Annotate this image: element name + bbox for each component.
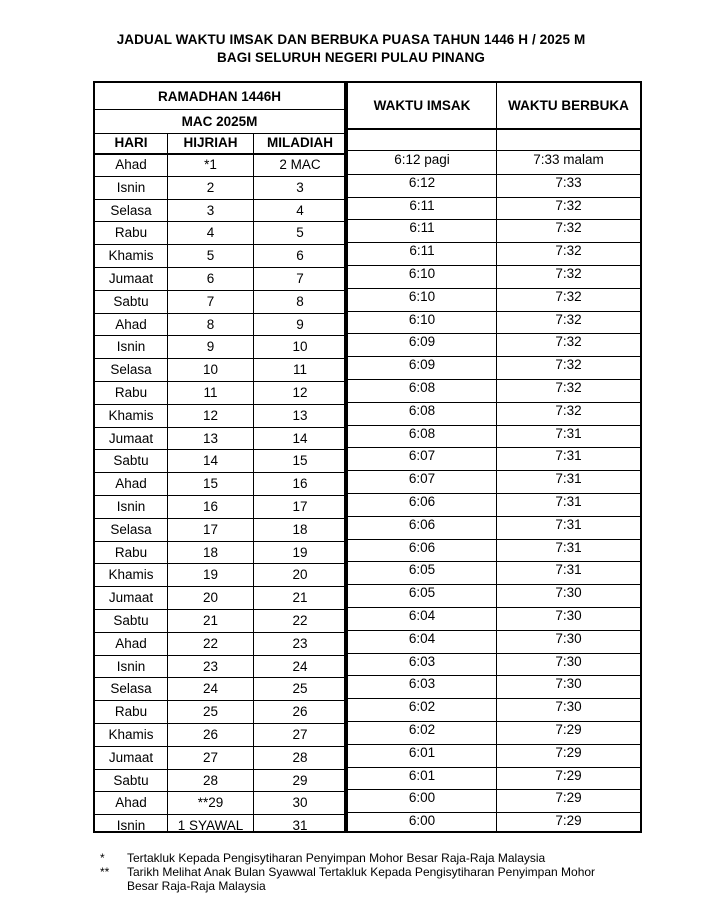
cell-imsak: 6:01 [408,767,436,783]
cell-miladiah: 6 [296,248,304,264]
cell-hijriah: 27 [202,749,219,765]
cell-hari: Selasa [110,521,152,537]
cell-hijriah: 2 [206,179,215,195]
table-row [95,586,344,610]
cell-hari: Rabu [114,225,148,241]
table-row [348,675,640,699]
header-hari: HARI [114,135,148,150]
cell-berbuka: 7:29 [555,790,582,806]
table-row [95,267,344,291]
table-row [348,242,640,266]
cell-berbuka: 7:31 [555,562,582,578]
cell-hijriah: 8 [206,316,215,332]
table-row [348,561,640,585]
table-row [348,333,640,357]
cell-miladiah: 24 [292,658,308,674]
cell-berbuka: 7:31 [555,539,582,555]
cell-berbuka: 7:32 [555,243,582,259]
cell-imsak: 6:03 [408,653,436,669]
cell-imsak: 6:11 [409,220,435,236]
cell-hijriah: 20 [202,590,219,606]
header-imsak: WAKTU IMSAK [348,83,496,130]
cell-hari: Ahad [115,635,147,651]
cell-hijriah: 16 [202,499,219,514]
cell-imsak: 6:12 pagi [394,152,450,167]
cell-hijriah: 26 [202,727,219,742]
cell-miladiah: 21 [292,590,308,606]
cell-hijriah: 14 [202,453,219,469]
footnote [100,865,627,893]
cell-berbuka: 7:31 [555,471,582,487]
cell-imsak: 6:12 [408,174,436,190]
table-row [95,176,344,200]
cell-hijriah: 13 [202,430,219,446]
cell-hari: Sabtu [113,293,149,309]
cell-berbuka: 7:33 malam [533,152,604,167]
footnote-text: Tarikh Melihat Anak Bulan Syawwal Tertakluk Kepada Pengisytiharan Penyimpan Mohor Besar Raja-Raja Malaysia [127,865,596,893]
cell-hari: Sabtu [113,453,149,469]
header-columns [95,133,344,155]
page-subtitle: BAGI SELURUH NEGERI PULAU PINANG [217,50,485,65]
cell-hari: Ahad [115,157,147,172]
cell-berbuka: 7:31 [555,516,582,532]
table-row [95,449,344,473]
cell-berbuka: 7:30 [555,699,582,715]
cell-imsak: 6:00 [408,813,436,829]
table-row [348,288,640,312]
header-berbuka: WAKTU BERBUKA [497,83,640,130]
cell-berbuka: 7:31 [555,494,582,509]
footnote-mark: ** [100,865,110,879]
cell-hari: Ahad [115,316,147,332]
cell-hijriah: 9 [206,339,215,355]
table-row [95,677,344,701]
cell-hari: Rabu [114,704,148,720]
table-row [348,630,640,654]
cell-miladiah: 17 [292,499,308,514]
cell-imsak: 6:09 [408,357,436,373]
cell-hari: Isnin [116,179,146,195]
cell-hari: Khamis [108,567,154,583]
table-row [95,563,344,587]
cell-miladiah: 11 [292,362,307,378]
time-table [346,81,642,833]
cell-miladiah: 25 [292,681,308,697]
table-row [348,607,640,631]
cell-berbuka: 7:32 [555,197,582,213]
cell-imsak: 6:00 [408,790,436,806]
cell-miladiah: 23 [292,635,308,651]
cell-imsak: 6:07 [408,448,436,464]
cell-hari: Sabtu [113,772,149,788]
cell-imsak: 6:11 [409,243,435,259]
table-row [348,470,640,494]
cell-hari: Ahad [115,476,147,492]
cell-hari: Isnin [116,499,146,514]
footnote-mark: * [100,851,105,865]
cell-hijriah: 4 [206,225,215,241]
cell-miladiah: 14 [292,430,308,446]
footnotes [100,851,627,893]
table-row [348,447,640,471]
table-row [95,769,344,793]
cell-miladiah: 16 [292,476,308,492]
table-row [95,518,344,542]
cell-miladiah: 22 [292,613,308,628]
cell-hari: Isnin [116,658,146,674]
cell-hijriah: 10 [202,362,219,378]
cell-hari: Selasa [110,362,152,378]
table-row [95,381,344,405]
cell-hijriah: **29 [197,795,224,811]
cell-hijriah: 18 [202,544,219,560]
table-row [95,358,344,382]
table-row [95,427,344,451]
header-month: MAC 2025M [95,109,344,134]
cell-berbuka: 7:29 [555,767,582,783]
table-row [95,495,344,519]
header-ramadhan: RAMADHAN 1446H [95,83,344,110]
cell-hijriah: 3 [206,202,215,218]
cell-imsak: 6:10 [408,288,436,304]
cell-hijriah: 21 [202,613,219,628]
cell-imsak: 6:01 [408,744,436,760]
table-row [348,539,640,563]
table-row [95,541,344,565]
cell-berbuka: 7:31 [555,425,582,441]
cell-hari: Khamis [108,248,154,264]
cell-hijriah: *1 [204,157,217,172]
cell-hijriah: 15 [202,476,219,492]
cell-berbuka: 7:30 [555,608,582,623]
cell-hari: Rabu [114,544,148,560]
table-row [95,199,344,223]
cell-berbuka: 7:32 [555,402,582,418]
cell-berbuka: 7:30 [555,630,582,646]
cell-miladiah: 8 [296,293,304,309]
cell-hari: Khamis [108,727,154,742]
cell-hari: Rabu [114,385,148,400]
cell-imsak: 6:10 [408,266,436,281]
table-row [348,698,640,722]
cell-imsak: 6:08 [408,425,436,441]
cell-miladiah: 2 MAC [279,157,321,172]
table-row [95,221,344,245]
table-row [348,493,640,517]
cell-berbuka: 7:29 [555,722,582,737]
table-row [95,472,344,496]
table-row [348,174,640,198]
table-row [95,153,344,177]
cell-hari: Selasa [110,202,152,218]
table-row [348,789,640,813]
cell-imsak: 6:07 [408,471,436,487]
table-row [348,379,640,403]
cell-miladiah: 10 [292,339,308,355]
table-row [348,653,640,677]
table-row [95,746,344,770]
table-row [95,404,344,428]
cell-miladiah: 13 [292,407,308,423]
cell-hari: Isnin [116,339,146,355]
cell-imsak: 6:02 [408,699,436,715]
table-row [95,244,344,268]
table-row [95,700,344,724]
cell-miladiah: 18 [292,521,308,537]
cell-berbuka: 7:30 [555,676,582,692]
cell-miladiah: 30 [292,795,308,811]
cell-miladiah: 26 [292,704,308,720]
cell-berbuka: 7:29 [555,813,582,829]
header-spacer-row [348,128,640,151]
table-row [348,812,640,835]
cell-imsak: 6:04 [408,630,436,646]
cell-berbuka: 7:32 [555,334,582,350]
cell-miladiah: 7 [296,271,304,286]
cell-berbuka: 7:32 [555,220,582,236]
cell-imsak: 6:03 [408,676,436,692]
cell-hijriah: 22 [202,635,219,651]
cell-hijriah: 28 [202,772,219,788]
cell-berbuka: 7:30 [555,653,582,669]
date-table [93,81,346,833]
table-row [95,290,344,314]
cell-berbuka: 7:30 [555,585,582,601]
cell-miladiah: 9 [296,316,304,332]
cell-imsak: 6:08 [408,380,436,395]
cell-imsak: 6:06 [408,539,436,555]
cell-berbuka: 7:32 [555,288,582,304]
table-row [95,814,344,837]
table-row [95,632,344,656]
cell-miladiah: 12 [292,385,308,400]
table-row [348,197,640,221]
cell-miladiah: 27 [292,727,308,742]
cell-berbuka: 7:32 [555,311,582,327]
page-title: JADUAL WAKTU IMSAK DAN BERBUKA PUASA TAHUN 1446 H / 2025 M [116,32,586,47]
table-row [348,767,640,791]
table-row [348,151,640,175]
cell-miladiah: 28 [292,749,308,765]
header-miladiah: MILADIAH [267,135,333,150]
cell-imsak: 6:06 [408,494,436,509]
cell-hari: Jumaat [108,430,154,446]
cell-imsak: 6:06 [408,516,436,532]
cell-berbuka: 7:31 [555,448,582,464]
table-row [348,219,640,243]
cell-hijriah: 6 [206,271,215,286]
cell-berbuka: 7:32 [555,357,582,373]
cell-miladiah: 19 [292,544,308,560]
cell-imsak: 6:02 [408,722,436,737]
cell-hari: Ahad [115,795,147,811]
cell-imsak: 6:04 [408,608,436,623]
cell-imsak: 6:09 [408,334,436,350]
table-row [348,516,640,540]
cell-hari: Jumaat [108,749,154,765]
cell-berbuka: 7:33 [555,174,582,190]
cell-imsak: 6:05 [408,585,436,601]
table-row [95,791,344,815]
table-row [348,311,640,335]
cell-imsak: 6:05 [408,562,436,578]
cell-miladiah: 29 [292,772,308,788]
table-row [95,313,344,337]
table-row [348,721,640,745]
table-row [95,655,344,679]
cell-hari: Selasa [110,681,152,697]
cell-miladiah: 4 [296,202,304,218]
cell-hari: Khamis [108,407,154,423]
table-row [95,609,344,633]
cell-hijriah: 17 [202,521,219,537]
cell-imsak: 6:08 [408,402,436,418]
cell-hari: Jumaat [108,271,154,286]
table-row [348,265,640,289]
cell-hijriah: 1 SYAWAL [177,818,244,834]
cell-berbuka: 7:32 [555,266,582,281]
cell-miladiah: 31 [292,818,308,834]
cell-berbuka: 7:32 [555,380,582,395]
table-row [348,744,640,768]
cell-hijriah: 11 [203,385,218,400]
table-row [348,584,640,608]
cell-hari: Isnin [116,818,146,834]
cell-hijriah: 19 [202,567,219,583]
cell-hijriah: 24 [202,681,219,697]
footnote [100,851,627,865]
cell-imsak: 6:10 [408,311,436,327]
cell-hari: Sabtu [113,613,149,628]
cell-imsak: 6:11 [409,197,435,213]
header-hijriah: HIJRIAH [183,135,238,150]
cell-miladiah: 5 [296,225,304,241]
cell-hijriah: 5 [206,248,215,264]
cell-hijriah: 12 [202,407,219,423]
table-row [95,335,344,359]
footnote-text: Tertakluk Kepada Pengisytiharan Penyimpan Mohor Besar Raja-Raja Malaysia [127,851,546,865]
cell-hari: Jumaat [108,590,154,606]
cell-berbuka: 7:29 [555,744,582,760]
cell-hijriah: 25 [202,704,219,720]
cell-hijriah: 7 [206,293,215,309]
cell-miladiah: 3 [296,179,304,195]
table-row [348,356,640,380]
cell-hijriah: 23 [202,658,219,674]
table-row [95,723,344,747]
cell-miladiah: 15 [292,453,308,469]
cell-miladiah: 20 [292,567,308,583]
table-row [348,402,640,426]
table-row [348,425,640,449]
